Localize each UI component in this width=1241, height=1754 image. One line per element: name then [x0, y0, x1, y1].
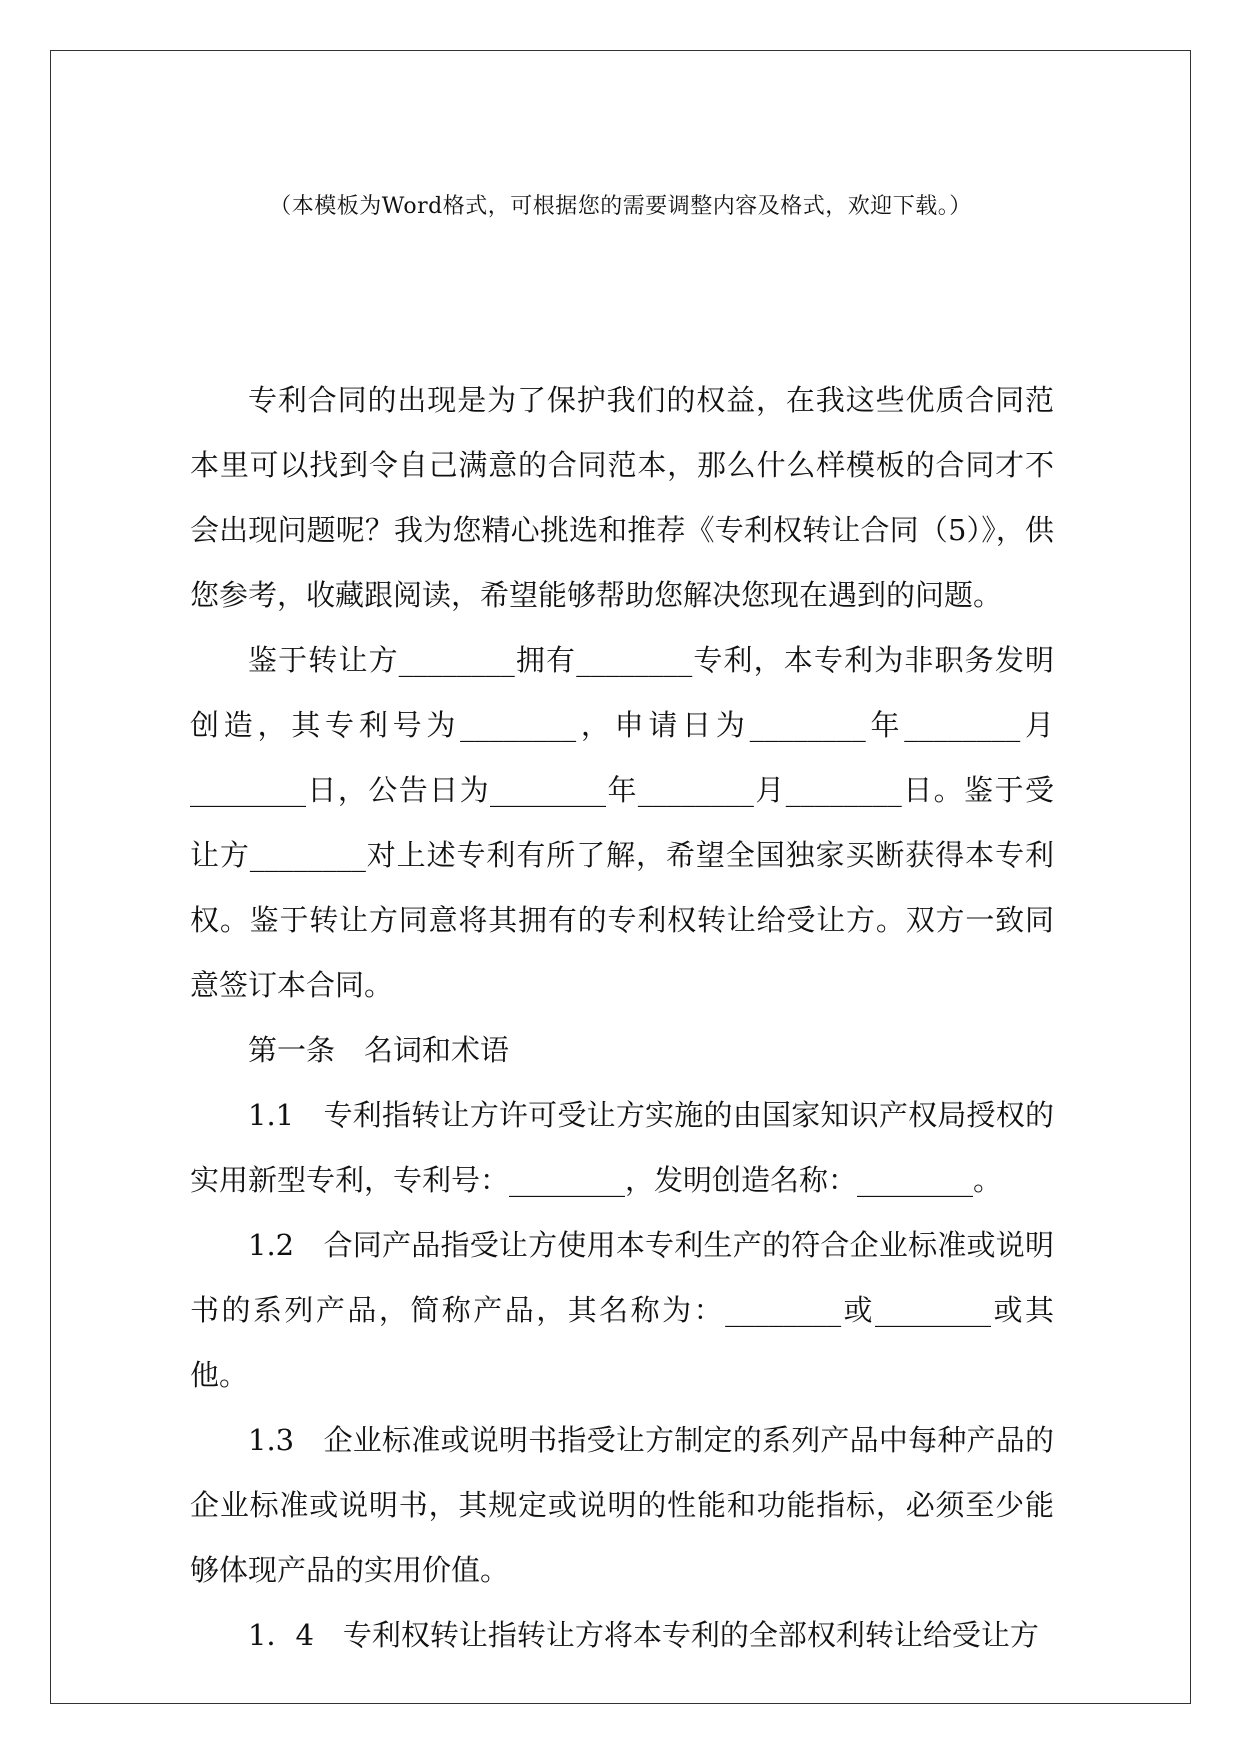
clause-1-2: 1.2 合同产品指受让方使用本专利生产的符合企业标准或说明书的系列产品，简称产品，其名称为：________或________或其他。 [190, 1228, 1054, 1392]
intro-paragraph: 专利合同的出现是为了保护我们的权益，在我这些优质合同范本里可以找到令自己满意的合同范本，那么什么样模板的合同才不会出现问题呢？我为您精心挑选和推荐《专利权转让合同（5）》，供您参考，收藏跟阅读，希望能够帮助您解决您现在遇到的问题。 [190, 383, 1054, 612]
clause-1-1: 1.1 专利指转让方许可受让方实施的由国家知识产权局授权的实用新型专利，专利号：________，发明创造名称：________。 [190, 1098, 1054, 1197]
recitals-paragraph: 鉴于转让方________拥有________专利，本专利为非职务发明创造，其专利号为________，申请日为________年________月________日，公告日为________年________月________日。鉴于受让方________对上述专利有所了解，希望全国独家买断获得本专利权。鉴于转让方同意将其拥有的专利权转让给受让方。双方一致同意签订本合同。 [190, 643, 1054, 1002]
document-body [190, 368, 1054, 1668]
article-1-heading: 第一条 名词和术语 [248, 1033, 510, 1067]
clause-1-4: 1．4 专利权转让指转让方将本专利的全部权利转让给受让方 [248, 1618, 1039, 1652]
clause-1-3: 1.3 企业标准或说明书指受让方制定的系列产品中每种产品的企业标准或说明书，其规定或说明的性能和功能指标，必须至少能够体现产品的实用价值。 [190, 1423, 1054, 1587]
template-note: （本模板为Word格式，可根据您的需要调整内容及格式，欢迎下载。） [269, 194, 972, 219]
